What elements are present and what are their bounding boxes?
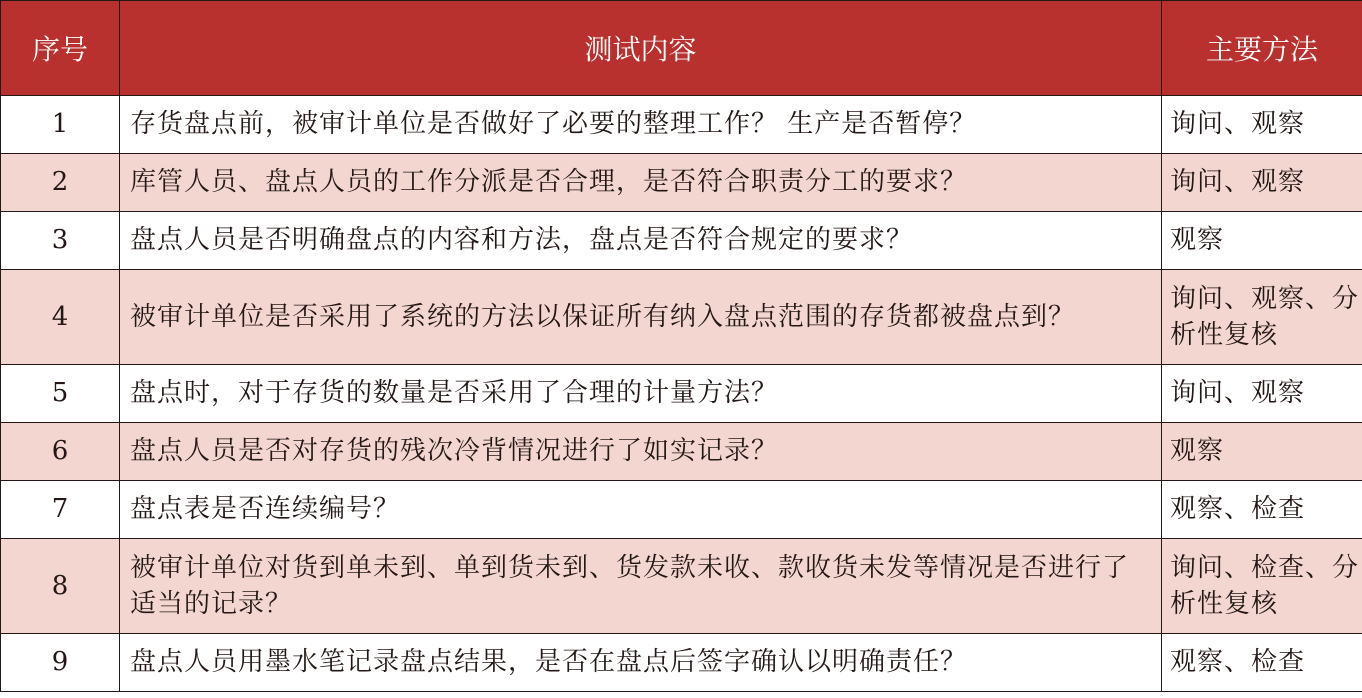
row-method: 观察 [1162,423,1362,481]
table-row [1,539,1362,634]
row-content: 存货盘点前，被审计单位是否做好了必要的整理工作？ 生产是否暂停？ [120,96,1162,154]
row-method: 观察 [1162,212,1362,270]
row-index: 1 [1,96,120,154]
table-row [1,154,1362,212]
row-content: 盘点时，对于存货的数量是否采用了合理的计量方法？ [120,365,1162,423]
row-index: 9 [1,634,120,692]
row-content: 被审计单位对货到单未到、单到货未到、货发款未收、款收货未发等情况是否进行了适当的记录？ [120,539,1162,634]
row-content: 盘点表是否连续编号？ [120,481,1162,539]
row-index: 6 [1,423,120,481]
table-row [1,212,1362,270]
row-method: 询问、观察 [1162,154,1362,212]
row-method: 询问、观察 [1162,96,1362,154]
row-method: 询问、观察 [1162,365,1362,423]
table-row [1,423,1362,481]
table-row [1,634,1362,692]
table-row [1,270,1362,365]
table-row [1,96,1362,154]
row-index: 8 [1,539,120,634]
row-index: 5 [1,365,120,423]
row-method: 询问、观察、分析性复核 [1162,270,1362,365]
row-content: 盘点人员用墨水笔记录盘点结果，是否在盘点后签字确认以明确责任？ [120,634,1162,692]
header-row [1,1,1362,96]
row-content: 盘点人员是否明确盘点的内容和方法，盘点是否符合规定的要求？ [120,212,1162,270]
row-index: 3 [1,212,120,270]
row-index: 4 [1,270,120,365]
table-row [1,365,1362,423]
row-method: 观察、检查 [1162,481,1362,539]
row-content: 库管人员、盘点人员的工作分派是否合理，是否符合职责分工的要求？ [120,154,1162,212]
row-content: 盘点人员是否对存货的残次冷背情况进行了如实记录？ [120,423,1162,481]
table-row [1,481,1362,539]
header-content: 测试内容 [120,1,1162,96]
row-index: 2 [1,154,120,212]
header-index: 序号 [1,1,120,96]
row-content: 被审计单位是否采用了系统的方法以保证所有纳入盘点范围的存货都被盘点到？ [120,270,1162,365]
row-index: 7 [1,481,120,539]
header-method: 主要方法 [1162,1,1362,96]
row-method: 观察、检查 [1162,634,1362,692]
row-method: 询问、检查、分析性复核 [1162,539,1362,634]
